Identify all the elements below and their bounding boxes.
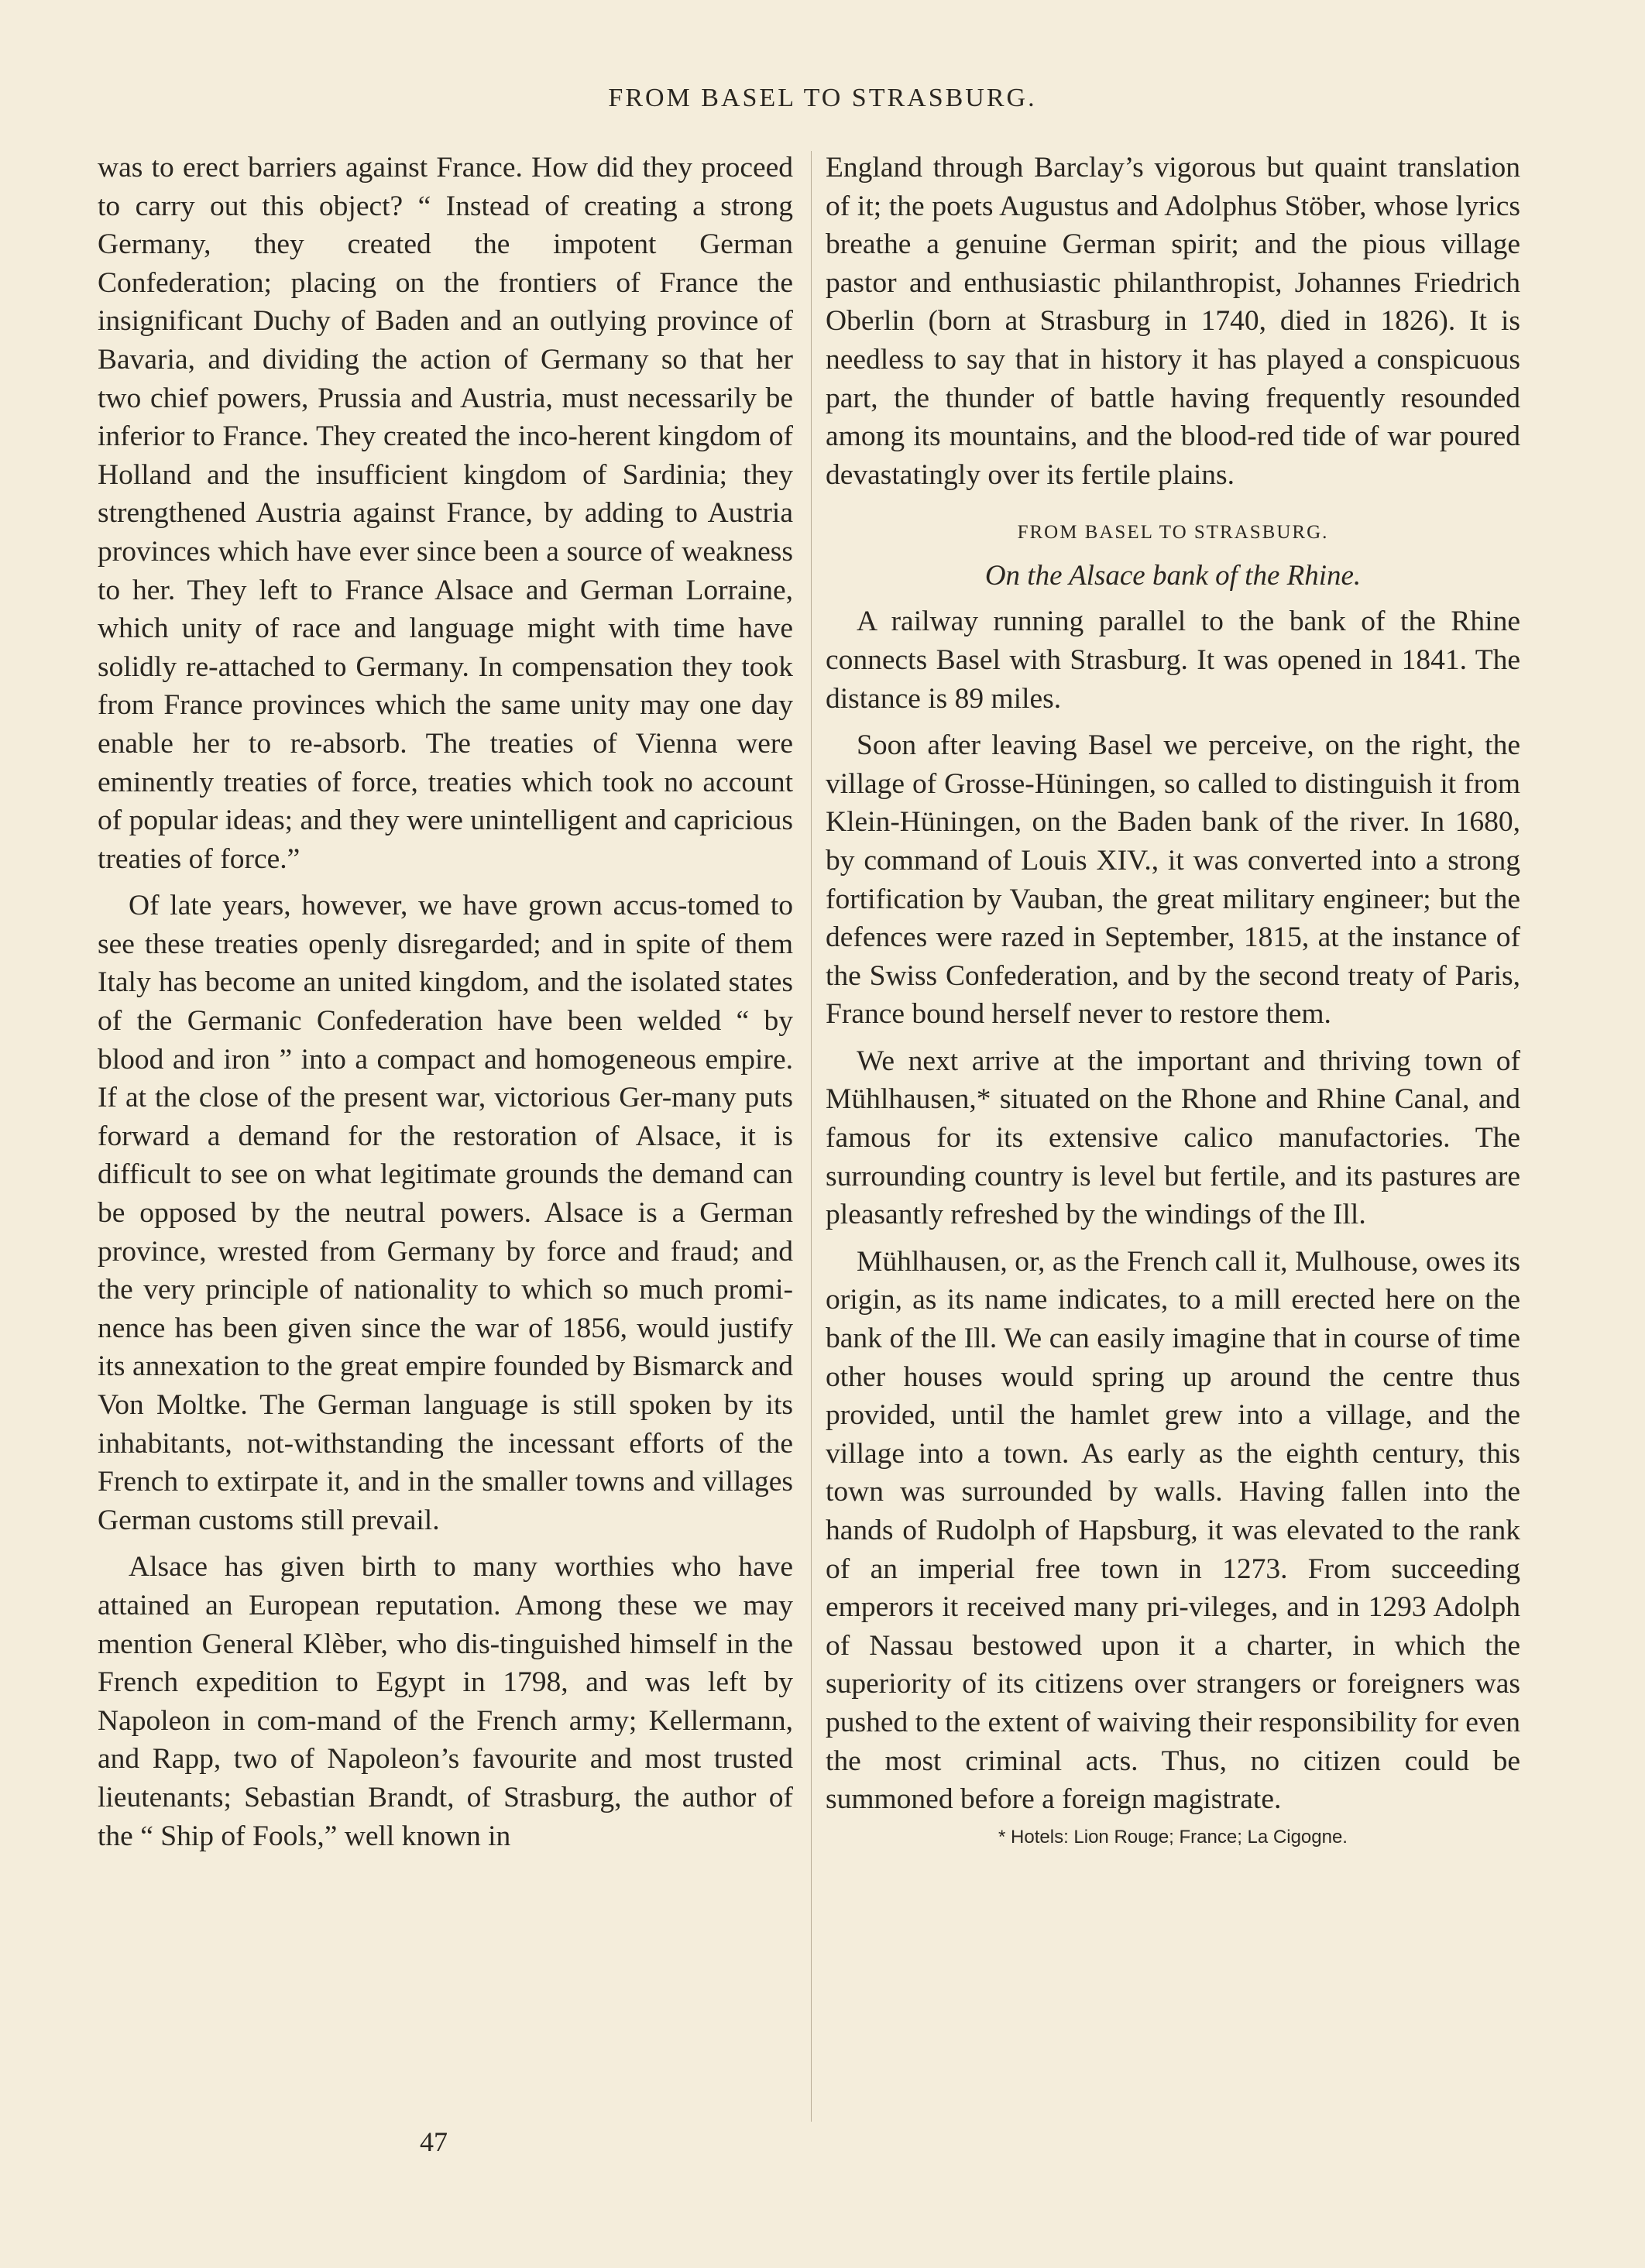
paragraph: Soon after leaving Basel we perceive, on the right, the village of Grosse-Hüningen, so called to distinguish it from Klein-Hüningen, on the Baden bank of the river. In 1680, by command of Louis XIV., it was converted into a strong fortification by Vauban, the great military engineer; but the defences were razed in September, 1815, at the instance of the Swiss Confederation, and by the second treaty of Paris, France bound herself never to restore them. <box>826 729 1520 1031</box>
column-divider <box>811 151 812 2122</box>
paragraph: Alsace has given birth to many worthies who have attained an European reputation. Among these we may mention General Klèber, who dis-tinguished himself in the French expedition to Egypt in 1798, and was left by Napoleon in com-mand of the French army; Kellermann, and Rapp, two of Napoleon’s favourite and most trusted lieutenants; Sebastian Brandt, of Strasburg, the author of the “ Ship of Fools,” well known in <box>98 1551 793 1852</box>
paragraph: Mühlhausen, or, as the French call it, Mulhouse, owes its origin, as its name indicates, to a mill erected here on the bank of the Ill. We can easily imagine that in course of time other houses would spring up around the centre thus provided, until the hamlet grew into a village, and the village into a town. As early as the eighth century, this town was surrounded by walls. Having fallen into the hands of Rudolph of Hapsburg, it was elevated to the rank of an imperial free town in 1273. From succeeding emperors it received many pri-vileges, and in 1293 Adolph of Nassau bestowed upon it a charter, in which the superiority of its citizens over strangers or foreigners was pushed to the extent of waiving their responsibility for even the most criminal acts. Thus, no citizen could be summoned before a foreign magistrate. <box>826 1245 1520 1816</box>
paragraph: Of late years, however, we have grown accus-tomed to see these treaties openly disregarded; and in spite of them Italy has become an united kingdom, and the isolated states of the Germanic Confederation have been welded “ by blood and iron ” into a compact and homogeneous empire. If at the close of the present war, victorious Ger-many puts forward a demand for the restoration of Alsace, it is difficult to see on what legitimate grounds the demand can be opposed by the neutral powers. Alsace is a German province, wrested from Germany by force and fraud; and the very principle of nationality to which so much promi-nence has been given since the war of 1856, would justify its annexation to the great empire founded by Bismarck and Von Moltke. The German language is still spoken by its inhabitants, not-withstanding the incessant efforts of the French to extirpate it, and in the smaller towns and villages German customs still prevail. <box>98 890 793 1536</box>
section-subheading: On the Alsace bank of the Rhine. <box>984 560 1362 592</box>
paragraph: England through Barclay’s vigorous but quaint translation of it; the poets Augustus and Adolphus Stöber, whose lyrics breathe a genuine German spirit; and the pious village pastor and enthusiastic philanthropist, Johannes Friedrich Oberlin (born at Strasburg in 1740, died in 1826). It is needless to say that in history it has played a conspicuous part, the thunder of battle having frequently resounded among its mountains, and the blood-red tide of war poured devastatingly over its fertile plains. <box>826 152 1520 491</box>
page-number: 47 <box>420 2126 448 2157</box>
paragraph: We next arrive at the important and thriving town of Mühlhausen,* situated on the Rhone and Rhine Canal, and famous for its extensive calico manufactories. The surrounding country is level but fertile, and its pastures are pleasantly refreshed by the windings of the Ill. <box>826 1045 1520 1231</box>
running-head: FROM BASEL TO STRASBURG. <box>608 84 1037 112</box>
left-column <box>98 149 793 1855</box>
paragraph: A railway running parallel to the bank of the Rhine connects Basel with Strasburg. It was opened in 1841. The distance is 89 miles. <box>826 606 1520 715</box>
footnote: * Hotels: Lion Rouge; France; La Cigogne. <box>998 1826 1348 1848</box>
right-column <box>826 149 1520 1851</box>
section-heading: FROM BASEL TO STRASBURG. <box>1017 522 1329 544</box>
paragraph: was to erect barriers against France. How did they proceed to carry out this object? “ Instead of creating a strong Germany, they created the impotent German Confederation; placing on the frontiers of France the insignificant Duchy of Baden and an outlying province of Bavaria, and dividing the action of Germany so that her two chief powers, Prussia and Austria, must necessarily be inferior to France. They created the inco-herent kingdom of Holland and the insufficient kingdom of Sardinia; they strengthened Austria against France, by adding to Austria provinces which have ever since been a source of weakness to her. They left to France Alsace and German Lorraine, which unity of race and language might with time have solidly re-attached to Germany. In compensation they took from France provinces which the same unity may one day enable her to re-absorb. The treaties of Vienna were eminently treaties of force, treaties which took no account of popular ideas; and they were unintelligent and capricious treaties of force.” <box>98 152 793 875</box>
